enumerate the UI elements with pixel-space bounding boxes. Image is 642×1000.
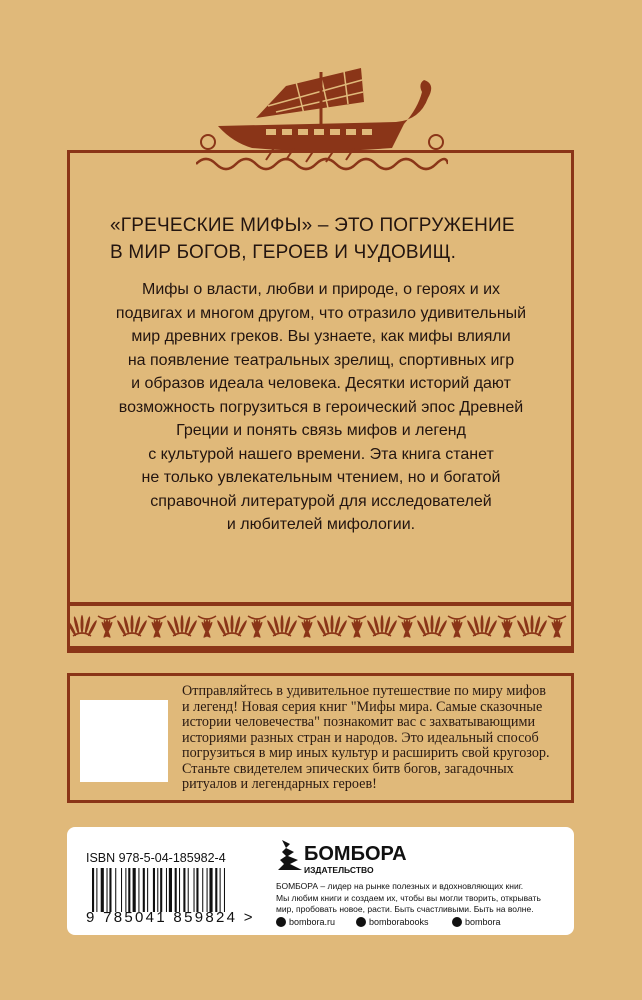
barcode-bar	[96, 868, 97, 912]
palmette-motif	[98, 616, 116, 638]
palmette-motif	[216, 615, 248, 637]
series-cover-placeholder	[80, 700, 168, 782]
palmette-motif	[466, 615, 498, 637]
palmette-motif	[416, 615, 448, 637]
barcode-bar	[196, 868, 198, 912]
palmette-motif	[498, 616, 516, 638]
barcode-bar	[121, 868, 122, 912]
barcode-bar	[207, 868, 208, 912]
barcode-bar	[101, 868, 104, 912]
description-line: Греции и понять связь мифов и легенд	[176, 422, 466, 439]
barcode-bar	[92, 868, 94, 912]
barcode-bar	[166, 868, 167, 912]
barcode-bar	[128, 868, 130, 912]
barcode	[92, 868, 260, 912]
barcode-number: 9 785041 859824 >	[86, 909, 255, 926]
barcode-bar	[160, 868, 162, 912]
barcode-bar	[220, 868, 221, 912]
telegram-icon	[452, 917, 462, 927]
description-line: на появление театральных зрелищ, спортивных игр	[127, 351, 515, 369]
publisher-about-line: БОМБОРА – лидер на рынке полезных и вдохновляющих книг.	[276, 881, 524, 891]
palmette-motif	[548, 616, 566, 638]
barcode-bar	[133, 868, 136, 912]
palmette-motif	[148, 616, 166, 638]
social-vk-link[interactable]	[356, 917, 429, 927]
barcode-bar	[175, 868, 177, 912]
palmette-motif	[366, 615, 398, 637]
promo-line: погрузиться в мир иных культур и расширить свой кругозор.	[182, 745, 550, 761]
promo-line: и легенд! Новая серия книг "Мифы мира. Самые сказочные	[182, 698, 543, 715]
barcode-bar	[115, 868, 116, 912]
promo-line: ритуалов и легендарных героев!	[182, 776, 377, 792]
description-line: не только увлекательным чтением, но и богатой	[141, 469, 501, 486]
publisher-about-line: Мы любим книги и создаем их, чтобы вы могли творить, открывать	[276, 892, 541, 903]
palmette-motif	[448, 616, 466, 638]
barcode-bar	[138, 868, 139, 912]
palmette-motif	[316, 615, 348, 637]
barcode-bar	[143, 868, 145, 912]
description-line: возможность погрузиться в героический эпос Древней	[118, 398, 524, 416]
barcode-bar	[209, 868, 212, 912]
social-website-link[interactable]	[276, 917, 335, 927]
palmette-motif	[348, 616, 366, 638]
barcode-bar	[107, 868, 108, 912]
barcode-bar	[224, 868, 225, 912]
social-label: bombora.ru	[289, 917, 336, 927]
palmette-ornament	[70, 602, 571, 650]
isbn-label: ISBN 978-5-04-185982-4	[86, 851, 226, 865]
globe-icon	[276, 917, 286, 927]
barcode-bar	[183, 868, 185, 912]
description-line: с культурой нашего времени. Эта книга станет	[148, 445, 494, 463]
social-links	[276, 917, 566, 931]
palmette-motif	[398, 616, 416, 638]
palmette-motif	[248, 616, 266, 638]
barcode-bar	[215, 868, 217, 912]
headline	[110, 212, 530, 266]
social-telegram-link[interactable]	[452, 917, 501, 927]
barcode-bar	[179, 868, 180, 912]
headline-line-2: В МИР БОГОВ, ГЕРОЕВ И ЧУДОВИЩ.	[110, 242, 457, 263]
promo-line: Отправляйтесь в удивительное путешествие по миру мифов	[182, 683, 546, 699]
promo-line: Станьте свидетелем эпических битв богов, загадочных	[182, 760, 514, 777]
description-line: справочной литературой для исследователей	[150, 492, 492, 510]
palmette-motif	[166, 615, 198, 637]
headline-line-1: «ГРЕЧЕСКИЕ МИФЫ» – ЭТО ПОГРУЖЕНИЕ	[110, 215, 515, 236]
palmette-motif	[266, 615, 298, 637]
publisher-subtitle: ИЗДАТЕЛЬСТВО	[304, 865, 374, 875]
barcode-bar	[194, 868, 195, 912]
barcode-bar	[157, 868, 158, 912]
description-line: и любителей мифологии.	[226, 516, 416, 533]
social-label: bomborabooks	[369, 917, 429, 927]
bombora-logo-icon	[276, 838, 304, 872]
palmette-motif	[298, 616, 316, 638]
barcode-bar	[188, 868, 189, 912]
description-line: мир древних греков. Вы узнаете, как мифы влияли	[131, 328, 511, 345]
promo-line: историями разных стран и народов. Это идеальный способ	[182, 729, 539, 746]
promo-line: истории человечества" познакомит вас с захватывающими	[182, 714, 536, 730]
barcode-bar	[109, 868, 111, 912]
barcode-bar	[169, 868, 172, 912]
publisher-about-line: мир, пробовать новое, расти. Быть счастливыми. Быть на волне.	[276, 904, 534, 914]
description-line: и образов идеала человека. Десятки историй дают	[131, 375, 511, 392]
description-line: подвигах и многом другом, что отразило удивительный	[115, 304, 527, 322]
barcode-bar	[153, 868, 155, 912]
publisher-about	[276, 881, 566, 916]
series-promo-text	[182, 684, 572, 793]
palmette-motif	[116, 615, 148, 637]
barcode-bar	[125, 868, 126, 912]
social-label: bombora	[465, 917, 501, 927]
vk-icon	[356, 917, 366, 927]
palmette-motif	[70, 615, 98, 637]
barcode-bar	[202, 868, 203, 912]
description-line: Мифы о власти, любви и природе, о героях и их	[141, 281, 501, 298]
barcode-bar	[147, 868, 148, 912]
palmette-motif	[516, 615, 548, 637]
publisher-name: БОМБОРА	[304, 843, 407, 865]
description-text	[102, 278, 540, 537]
palmette-motif	[198, 616, 216, 638]
